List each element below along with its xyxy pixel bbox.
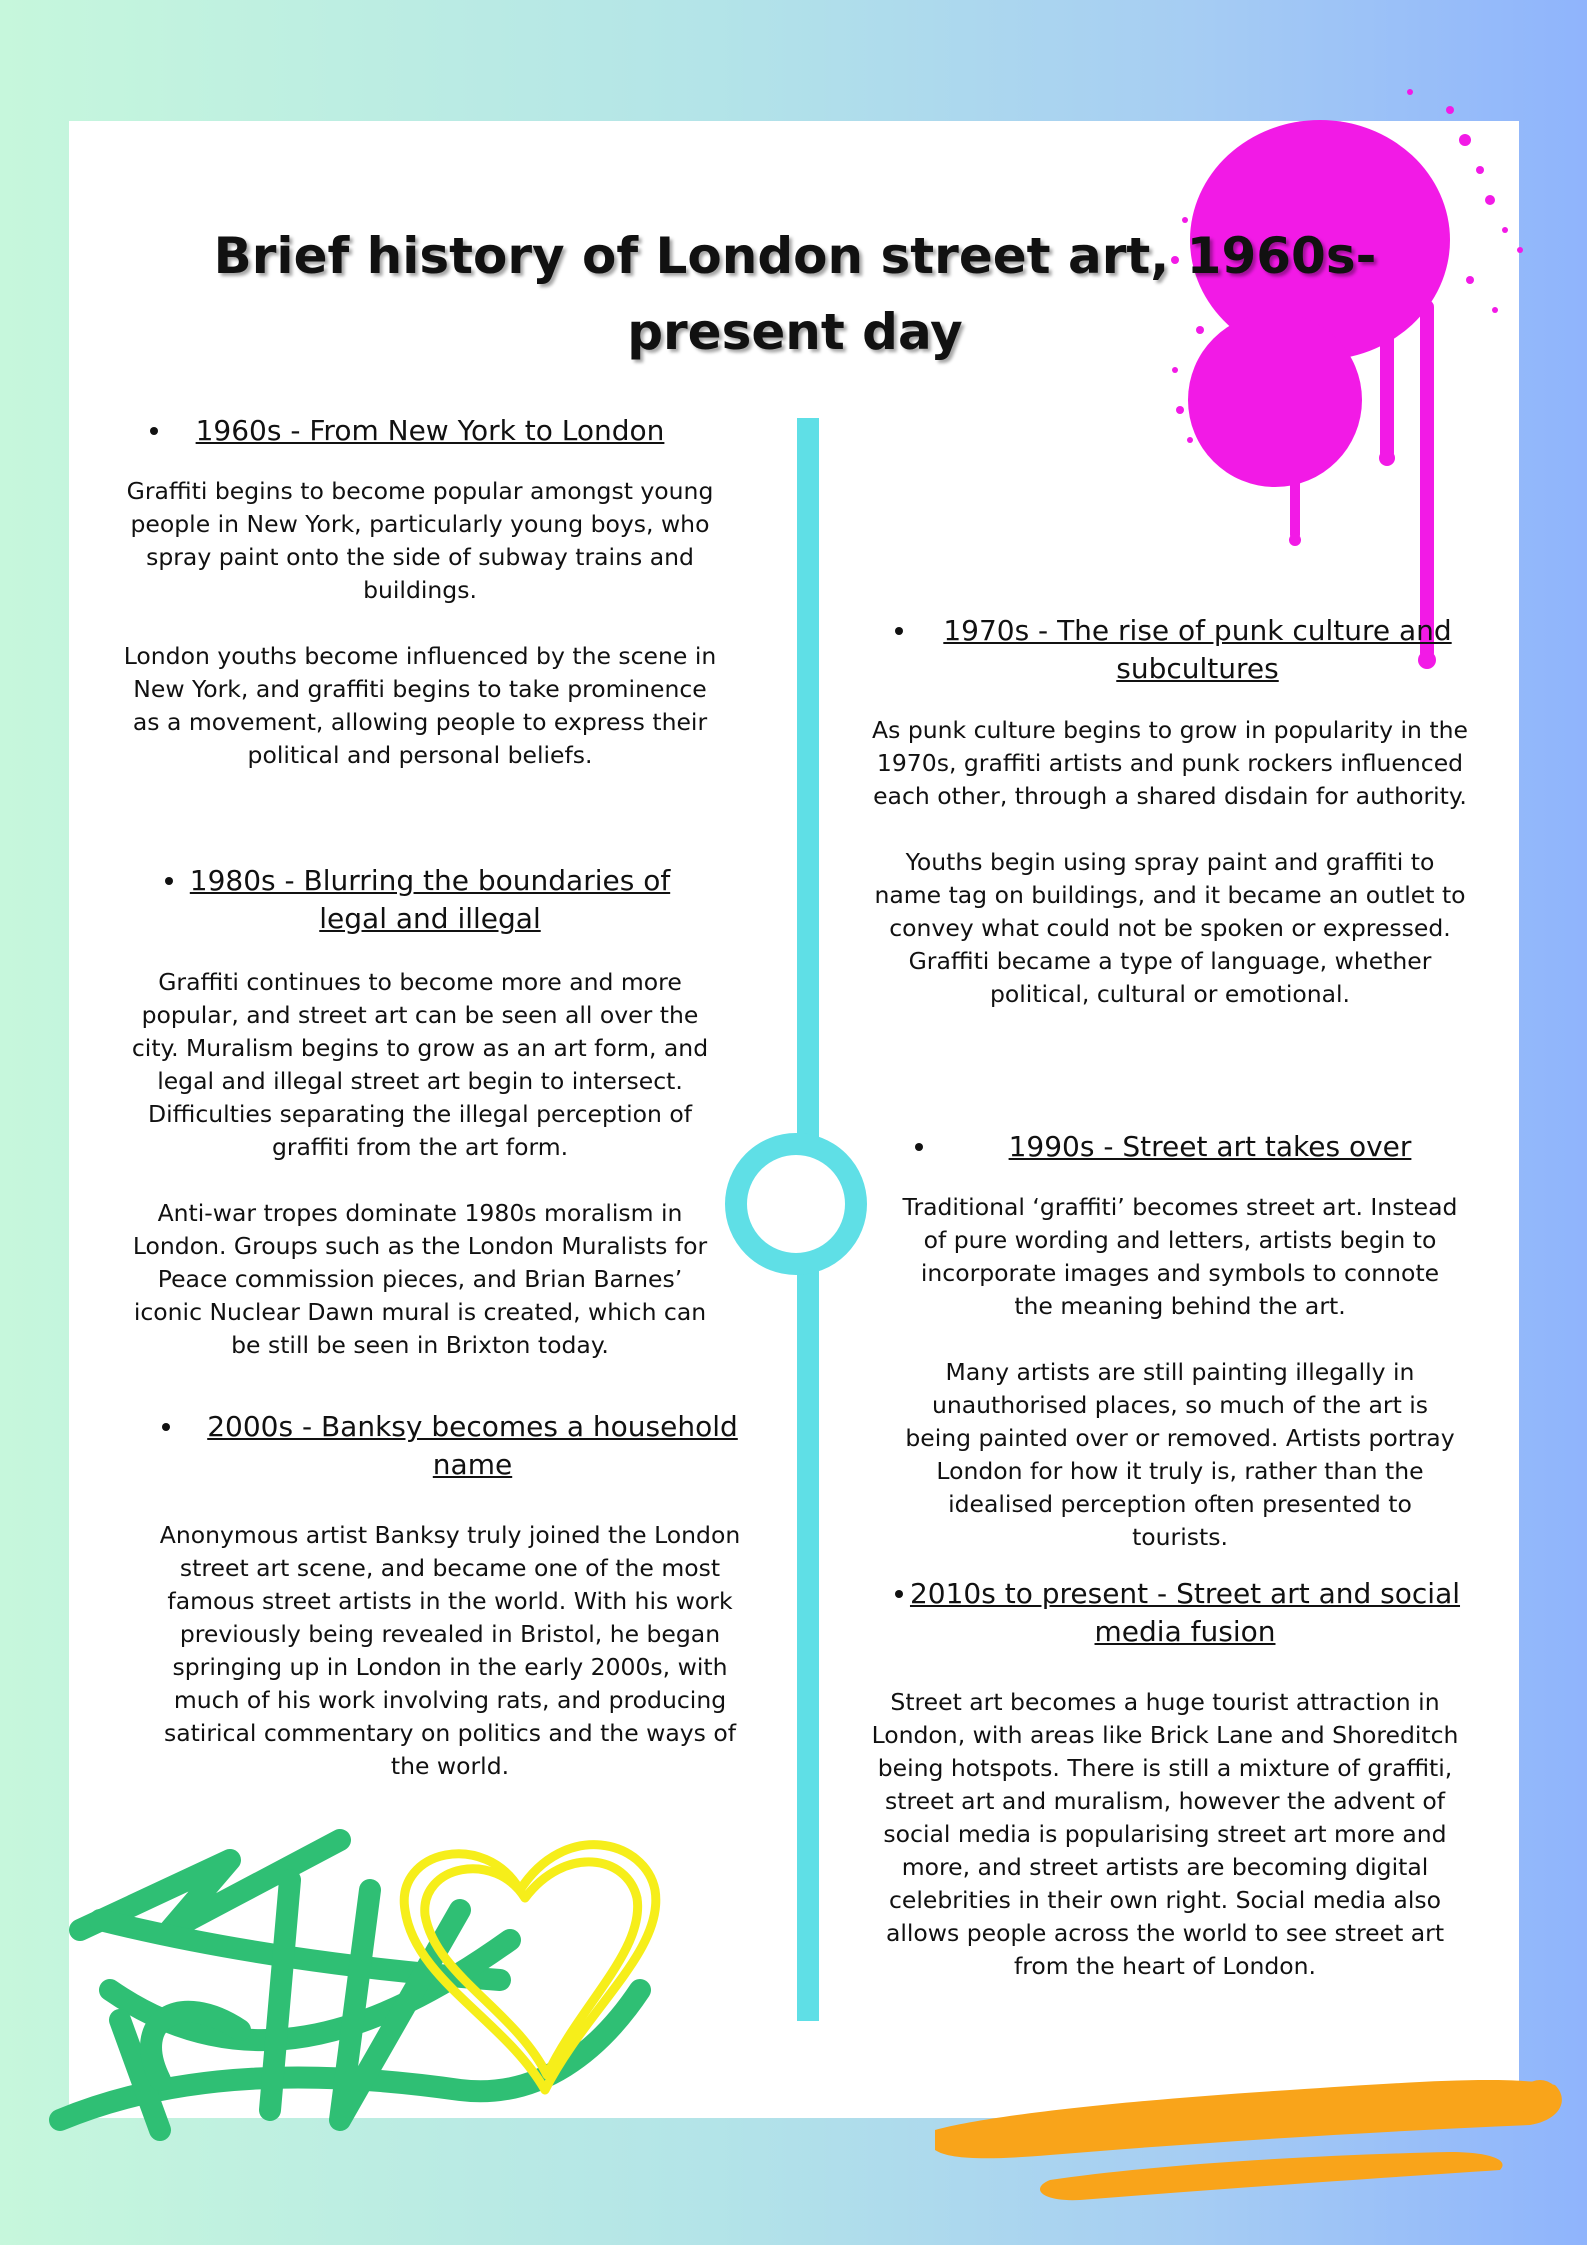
section-1990s: [900, 1128, 1460, 1554]
paragraph: London youths become influenced by the scene in New York, and graffiti begins to take prominence as a movement, allowing people to express their political and personal beliefs.: [123, 642, 717, 769]
paragraph: Street art becomes a huge tourist attraction in London, with areas like Brick Lane and Shoreditch being hotspots. There is still a mixture of graffiti, street art and muralism, however the advent of social media is popularising street art more and more, and street artists are becoming digital celebrities in their own right. Social media also allows people across the world to see street art from the heart of London.: [871, 1688, 1459, 1980]
paragraph: Graffiti begins to become popular amongst young people in New York, particularly young boys, who spray paint onto the side of subway trains and buildings.: [126, 477, 714, 604]
section-body: [120, 475, 720, 772]
section-heading: 1960s - From New York to London: [120, 412, 720, 450]
section-heading: 2000s - Banksy becomes a household name: [150, 1408, 750, 1484]
bullet-icon: [150, 427, 158, 435]
bullet-icon: [915, 1143, 923, 1151]
orange-paint-strokes: [930, 2060, 1570, 2240]
section-1960s: [120, 412, 720, 772]
section-heading: 1990s - Street art takes over: [900, 1128, 1460, 1166]
page-title: Brief history of London street art, 1960s-present day: [213, 227, 1377, 361]
section-body: [900, 1191, 1460, 1554]
paragraph: Many artists are still painting illegally in unauthorised places, so much of the art is being painted over or removed. Artists portray London for how it truly is, rather than the idealised perception often presented to tourists.: [905, 1358, 1455, 1551]
section-body: [860, 1686, 1470, 1983]
bullet-icon: [162, 1423, 170, 1431]
pink-paint-splash: [1080, 80, 1580, 680]
bullet-icon: [165, 877, 173, 885]
paragraph: As punk culture begins to grow in popularity in the 1970s, graffiti artists and punk rockers influenced each other, through a shared disdain for authority.: [872, 716, 1468, 810]
bullet-icon: [895, 1590, 903, 1598]
section-body: [150, 1519, 750, 1783]
section-heading: 2010s to present - Street art and social media fusion: [860, 1575, 1470, 1651]
paragraph: Graffiti continues to become more and more popular, and street art can be seen all over the city. Muralism begins to grow as an art form, and legal and illegal street art begin to intersect. Difficulties separating the illegal perception of graffiti from the art form.: [131, 968, 709, 1161]
timeline-ring: [725, 1133, 867, 1275]
paragraph: Anonymous artist Banksy truly joined the London street art scene, and became one of the most famous street artists in the world. With his work previously being revealed in Bristol, he began springing up in London in the early 2000s, with much of his work involving rats, and producing satirical commentary on politics and the ways of the world.: [159, 1521, 741, 1780]
section-1980s: [120, 862, 720, 1362]
bullet-icon: [895, 627, 903, 635]
paragraph: Youths begin using spray paint and graffiti to name tag on buildings, and it became an outlet to convey what could not be spoken or expressed. Graffiti became a type of language, whether political, cultural or emotional.: [874, 848, 1466, 1008]
section-body: [120, 966, 720, 1362]
paragraph: Traditional ‘graffiti’ becomes street art. Instead of pure wording and letters, artists begin to incorporate images and symbols to connote the meaning behind the art.: [902, 1193, 1458, 1320]
yellow-heart-scribble: [375, 1820, 675, 2120]
section-2010s: [860, 1575, 1470, 1983]
section-2000s: [150, 1408, 750, 1783]
section-body: [870, 714, 1470, 1011]
section-heading: 1980s - Blurring the boundaries of legal and illegal: [120, 862, 720, 938]
section-1970s: [870, 612, 1470, 1011]
section-heading: 1970s - The rise of punk culture and subcultures: [870, 612, 1470, 688]
paragraph: Anti-war tropes dominate 1980s moralism in London. Groups such as the London Muralists for Peace commission pieces, and Brian Barnes’ iconic Nuclear Dawn mural is created, which can be still be seen in Brixton today.: [132, 1199, 708, 1359]
